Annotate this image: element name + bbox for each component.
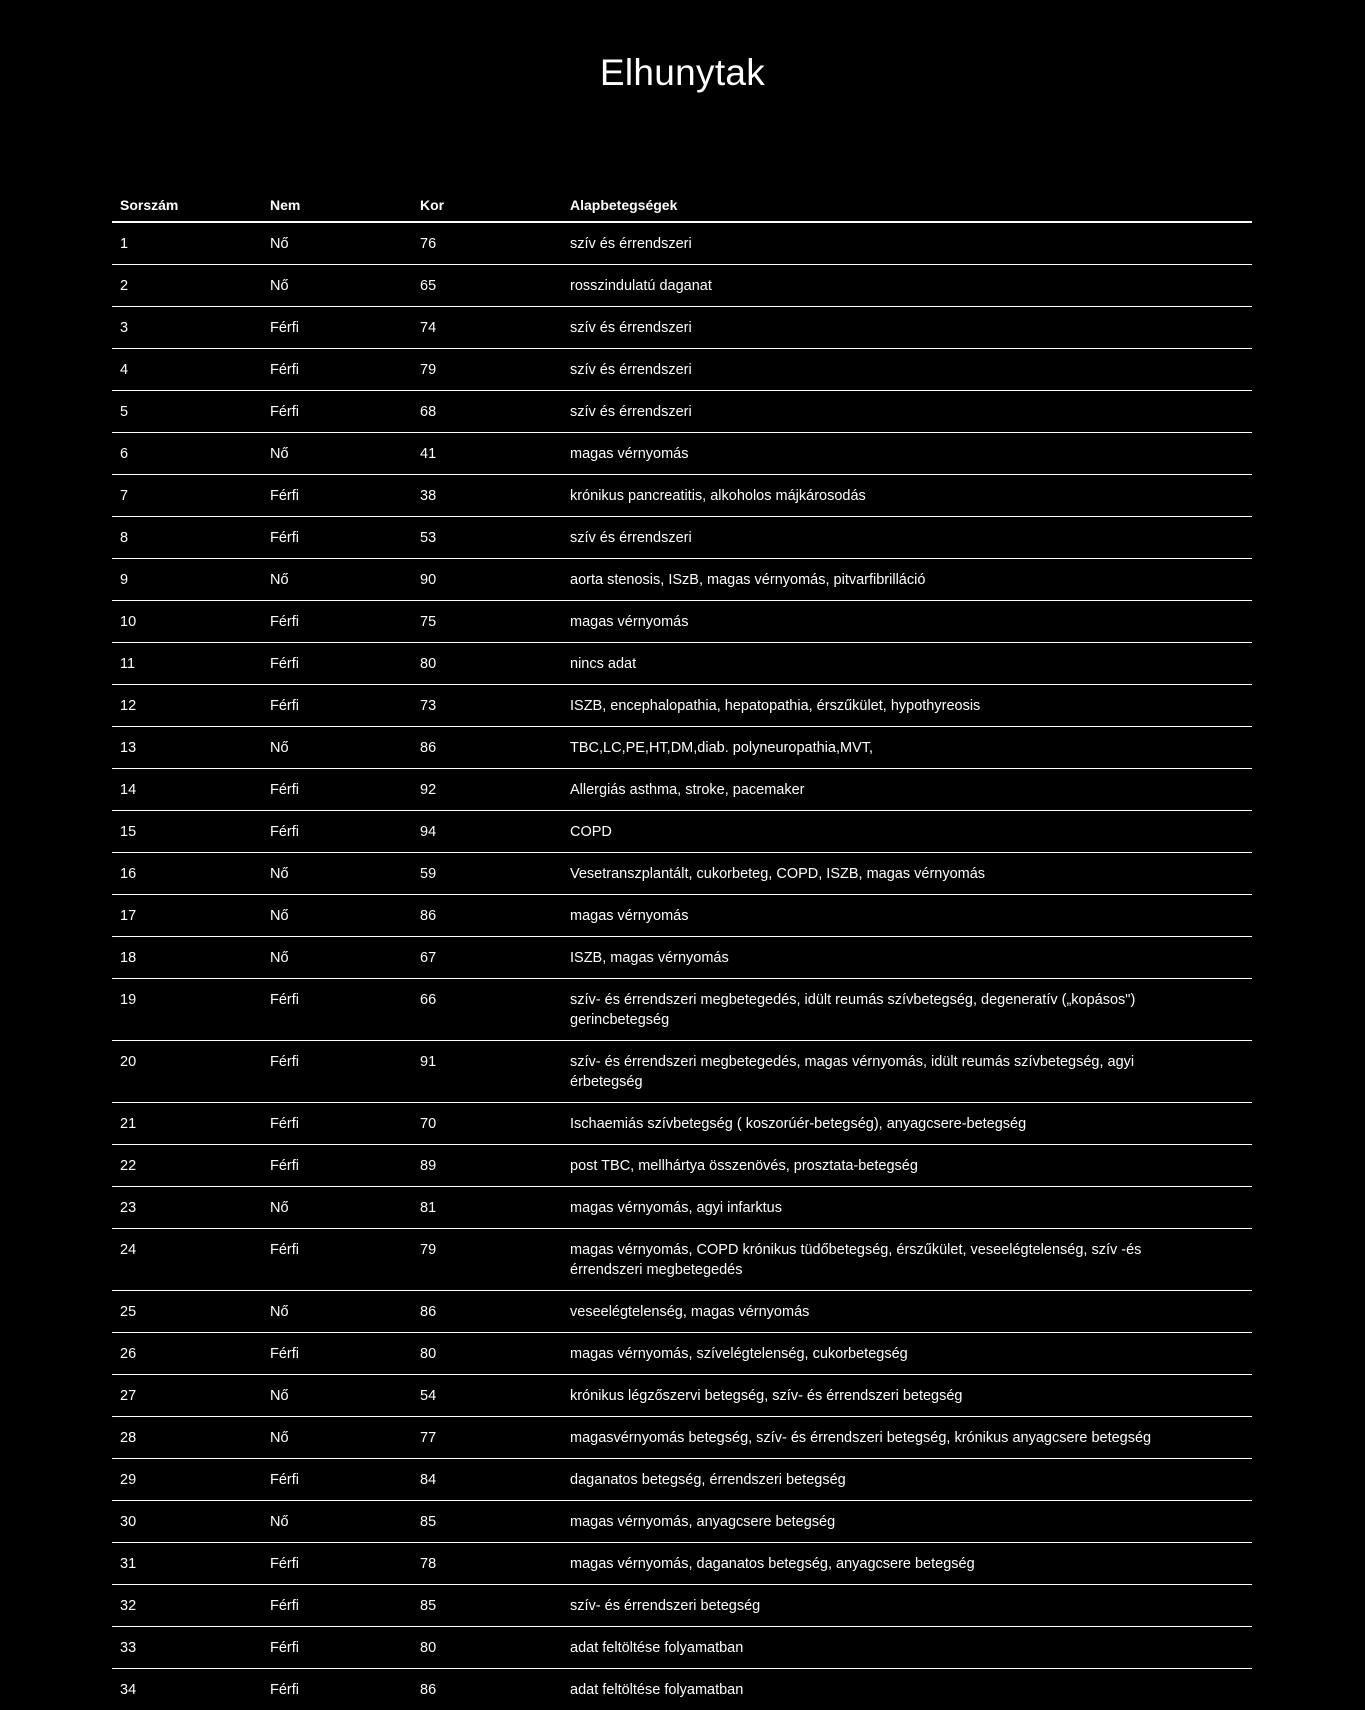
cell-alapbetegsegek: rosszindulatú daganat: [562, 265, 1252, 307]
table-row: [112, 1669, 1252, 1710]
cell-nem: Férfi: [262, 685, 412, 727]
table-row: [112, 1229, 1252, 1291]
cell-kor: 80: [412, 1627, 562, 1669]
cell-nem: Nő: [262, 1501, 412, 1543]
cell-sorszam: 15: [112, 811, 262, 853]
table-row: [112, 685, 1252, 727]
cell-alapbetegsegek: magas vérnyomás, COPD krónikus tüdőbetegség, érszűkület, veseelégtelenség, szív -és érrendszeri megbetegedés: [562, 1229, 1252, 1291]
cell-kor: 80: [412, 1333, 562, 1375]
table-row: [112, 1333, 1252, 1375]
cell-nem: Férfi: [262, 1543, 412, 1585]
table-row: [112, 1627, 1252, 1669]
cell-alapbetegsegek: krónikus légzőszervi betegség, szív- és érrendszeri betegség: [562, 1375, 1252, 1417]
cell-sorszam: 31: [112, 1543, 262, 1585]
cell-sorszam: 25: [112, 1291, 262, 1333]
cell-kor: 79: [412, 1229, 562, 1291]
cell-sorszam: 13: [112, 727, 262, 769]
cell-kor: 73: [412, 685, 562, 727]
cell-kor: 79: [412, 349, 562, 391]
cell-kor: 80: [412, 643, 562, 685]
cell-sorszam: 18: [112, 937, 262, 979]
cell-sorszam: 16: [112, 853, 262, 895]
cell-alapbetegsegek: veseelégtelenség, magas vérnyomás: [562, 1291, 1252, 1333]
cell-sorszam: 10: [112, 601, 262, 643]
cell-kor: 75: [412, 601, 562, 643]
cell-nem: Nő: [262, 1291, 412, 1333]
cell-alapbetegsegek: magas vérnyomás, agyi infarktus: [562, 1187, 1252, 1229]
cell-sorszam: 6: [112, 433, 262, 475]
cell-sorszam: 9: [112, 559, 262, 601]
cell-alapbetegsegek: magas vérnyomás: [562, 433, 1252, 475]
table-row: [112, 1501, 1252, 1543]
cell-kor: 78: [412, 1543, 562, 1585]
cell-sorszam: 27: [112, 1375, 262, 1417]
cell-kor: 91: [412, 1041, 562, 1103]
table-row: [112, 1417, 1252, 1459]
cell-kor: 94: [412, 811, 562, 853]
cell-nem: Férfi: [262, 1585, 412, 1627]
table-row: [112, 1145, 1252, 1187]
table-row: [112, 811, 1252, 853]
cell-alapbetegsegek: daganatos betegség, érrendszeri betegség: [562, 1459, 1252, 1501]
cell-alapbetegsegek: COPD: [562, 811, 1252, 853]
cell-kor: 41: [412, 433, 562, 475]
cell-alapbetegsegek: aorta stenosis, ISzB, magas vérnyomás, pitvarfibrilláció: [562, 559, 1252, 601]
page-title: Elhunytak: [0, 52, 1365, 94]
cell-sorszam: 1: [112, 222, 262, 265]
cell-nem: Nő: [262, 937, 412, 979]
cell-sorszam: 12: [112, 685, 262, 727]
cell-sorszam: 26: [112, 1333, 262, 1375]
table-row: [112, 307, 1252, 349]
table-row: [112, 643, 1252, 685]
cell-nem: Férfi: [262, 1333, 412, 1375]
cell-sorszam: 3: [112, 307, 262, 349]
table-row: [112, 349, 1252, 391]
cell-alapbetegsegek: szív és érrendszeri: [562, 517, 1252, 559]
cell-alapbetegsegek: adat feltöltése folyamatban: [562, 1627, 1252, 1669]
cell-kor: 59: [412, 853, 562, 895]
table-body: [112, 222, 1252, 1710]
cell-kor: 86: [412, 727, 562, 769]
cell-sorszam: 5: [112, 391, 262, 433]
table-row: [112, 1187, 1252, 1229]
cell-alapbetegsegek: magas vérnyomás, daganatos betegség, anyagcsere betegség: [562, 1543, 1252, 1585]
cell-alapbetegsegek: post TBC, mellhártya összenövés, prosztata-betegség: [562, 1145, 1252, 1187]
cell-alapbetegsegek: szív és érrendszeri: [562, 222, 1252, 265]
table-row: [112, 853, 1252, 895]
cell-kor: 66: [412, 979, 562, 1041]
table-row: [112, 391, 1252, 433]
cell-sorszam: 17: [112, 895, 262, 937]
cell-sorszam: 28: [112, 1417, 262, 1459]
cell-nem: Férfi: [262, 1229, 412, 1291]
cell-nem: Férfi: [262, 769, 412, 811]
cell-nem: Nő: [262, 1187, 412, 1229]
cell-alapbetegsegek: magas vérnyomás, szívelégtelenség, cukorbetegség: [562, 1333, 1252, 1375]
cell-sorszam: 2: [112, 265, 262, 307]
cell-alapbetegsegek: ISZB, magas vérnyomás: [562, 937, 1252, 979]
table-row: [112, 769, 1252, 811]
cell-kor: 90: [412, 559, 562, 601]
table-row: [112, 601, 1252, 643]
cell-alapbetegsegek: Ischaemiás szívbetegség ( koszorúér-betegség), anyagcsere-betegség: [562, 1103, 1252, 1145]
table-row: [112, 979, 1252, 1041]
cell-nem: Férfi: [262, 601, 412, 643]
cell-alapbetegsegek: magas vérnyomás: [562, 601, 1252, 643]
cell-sorszam: 14: [112, 769, 262, 811]
cell-sorszam: 19: [112, 979, 262, 1041]
cell-nem: Férfi: [262, 1627, 412, 1669]
table-row: [112, 265, 1252, 307]
deceased-table-container: [112, 190, 1252, 1710]
table-row: [112, 937, 1252, 979]
cell-nem: Nő: [262, 265, 412, 307]
cell-nem: Férfi: [262, 1041, 412, 1103]
header-kor: Kor: [412, 190, 562, 222]
table-header: [112, 190, 1252, 222]
cell-nem: Férfi: [262, 811, 412, 853]
cell-alapbetegsegek: szív és érrendszeri: [562, 307, 1252, 349]
cell-nem: Férfi: [262, 979, 412, 1041]
cell-sorszam: 4: [112, 349, 262, 391]
cell-kor: 38: [412, 475, 562, 517]
table-row: [112, 433, 1252, 475]
cell-nem: Nő: [262, 433, 412, 475]
cell-nem: Nő: [262, 222, 412, 265]
cell-sorszam: 8: [112, 517, 262, 559]
cell-alapbetegsegek: szív és érrendszeri: [562, 349, 1252, 391]
cell-sorszam: 24: [112, 1229, 262, 1291]
cell-kor: 53: [412, 517, 562, 559]
cell-alapbetegsegek: adat feltöltése folyamatban: [562, 1669, 1252, 1710]
table-row: [112, 559, 1252, 601]
table-row: [112, 1375, 1252, 1417]
cell-sorszam: 33: [112, 1627, 262, 1669]
cell-kor: 86: [412, 1669, 562, 1710]
table-row: [112, 1041, 1252, 1103]
cell-nem: Férfi: [262, 1145, 412, 1187]
cell-alapbetegsegek: magasvérnyomás betegség, szív- és érrendszeri betegség, krónikus anyagcsere betegség: [562, 1417, 1252, 1459]
cell-sorszam: 22: [112, 1145, 262, 1187]
cell-nem: Férfi: [262, 1103, 412, 1145]
cell-alapbetegsegek: magas vérnyomás: [562, 895, 1252, 937]
table-row: [112, 1585, 1252, 1627]
table-row: [112, 1543, 1252, 1585]
cell-alapbetegsegek: Allergiás asthma, stroke, pacemaker: [562, 769, 1252, 811]
cell-kor: 89: [412, 1145, 562, 1187]
cell-alapbetegsegek: szív és érrendszeri: [562, 391, 1252, 433]
table-row: [112, 517, 1252, 559]
cell-kor: 92: [412, 769, 562, 811]
cell-alapbetegsegek: szív- és érrendszeri megbetegedés, magas vérnyomás, idült reumás szívbetegség, agyi érbetegség: [562, 1041, 1252, 1103]
cell-kor: 68: [412, 391, 562, 433]
cell-kor: 67: [412, 937, 562, 979]
cell-kor: 81: [412, 1187, 562, 1229]
table-row: [112, 727, 1252, 769]
table-row: [112, 475, 1252, 517]
cell-kor: 86: [412, 1291, 562, 1333]
cell-sorszam: 32: [112, 1585, 262, 1627]
cell-alapbetegsegek: szív- és érrendszeri megbetegedés, idült reumás szívbetegség, degeneratív („kopásos") gerincbetegség: [562, 979, 1252, 1041]
table-row: [112, 1103, 1252, 1145]
header-nem: Nem: [262, 190, 412, 222]
cell-nem: Nő: [262, 853, 412, 895]
cell-nem: Férfi: [262, 1459, 412, 1501]
cell-sorszam: 20: [112, 1041, 262, 1103]
cell-nem: Férfi: [262, 1669, 412, 1710]
cell-alapbetegsegek: nincs adat: [562, 643, 1252, 685]
cell-nem: Nő: [262, 559, 412, 601]
cell-kor: 70: [412, 1103, 562, 1145]
cell-sorszam: 29: [112, 1459, 262, 1501]
cell-nem: Férfi: [262, 391, 412, 433]
cell-nem: Férfi: [262, 517, 412, 559]
cell-alapbetegsegek: TBC,LC,PE,HT,DM,diab. polyneuropathia,MVT,: [562, 727, 1252, 769]
table-row: [112, 222, 1252, 265]
header-alapbetegsegek: Alapbetegségek: [562, 190, 1252, 222]
cell-nem: Nő: [262, 1417, 412, 1459]
cell-nem: Férfi: [262, 349, 412, 391]
cell-alapbetegsegek: krónikus pancreatitis, alkoholos májkárosodás: [562, 475, 1252, 517]
cell-nem: Nő: [262, 895, 412, 937]
cell-sorszam: 11: [112, 643, 262, 685]
table-row: [112, 1459, 1252, 1501]
cell-kor: 74: [412, 307, 562, 349]
header-sorszam: Sorszám: [112, 190, 262, 222]
cell-sorszam: 34: [112, 1669, 262, 1710]
table-header-row: [112, 190, 1252, 222]
cell-nem: Férfi: [262, 643, 412, 685]
table-row: [112, 1291, 1252, 1333]
cell-kor: 84: [412, 1459, 562, 1501]
cell-alapbetegsegek: szív- és érrendszeri betegség: [562, 1585, 1252, 1627]
cell-kor: 85: [412, 1585, 562, 1627]
cell-sorszam: 23: [112, 1187, 262, 1229]
cell-kor: 65: [412, 265, 562, 307]
cell-kor: 77: [412, 1417, 562, 1459]
table-row: [112, 895, 1252, 937]
cell-kor: 54: [412, 1375, 562, 1417]
cell-nem: Férfi: [262, 307, 412, 349]
cell-alapbetegsegek: magas vérnyomás, anyagcsere betegség: [562, 1501, 1252, 1543]
cell-sorszam: 21: [112, 1103, 262, 1145]
cell-kor: 86: [412, 895, 562, 937]
cell-kor: 76: [412, 222, 562, 265]
cell-nem: Férfi: [262, 475, 412, 517]
cell-kor: 85: [412, 1501, 562, 1543]
cell-sorszam: 7: [112, 475, 262, 517]
cell-sorszam: 30: [112, 1501, 262, 1543]
cell-nem: Nő: [262, 1375, 412, 1417]
cell-alapbetegsegek: Vesetranszplantált, cukorbeteg, COPD, ISZB, magas vérnyomás: [562, 853, 1252, 895]
cell-alapbetegsegek: ISZB, encephalopathia, hepatopathia, érszűkület, hypothyreosis: [562, 685, 1252, 727]
deceased-table: [112, 190, 1252, 1710]
cell-nem: Nő: [262, 727, 412, 769]
